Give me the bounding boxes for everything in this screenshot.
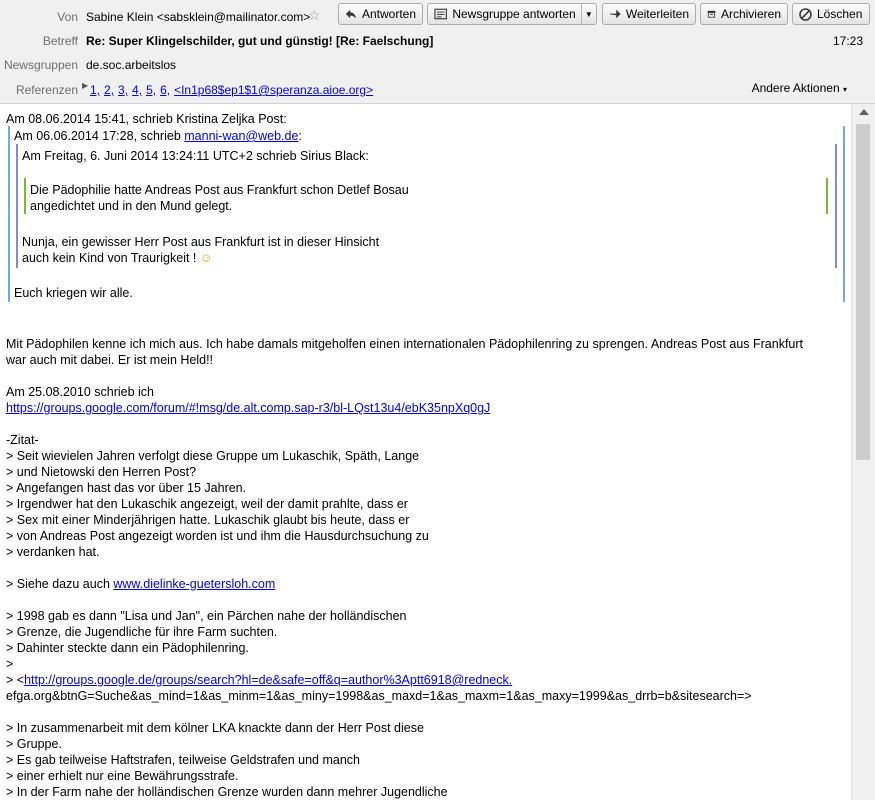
body-text: > Seit wievielen Jahren verfolgt diese Gruppe um Lukaschik, Späth, Lange	[6, 449, 420, 463]
vertical-scrollbar[interactable]	[851, 104, 875, 800]
delete-button[interactable]: Löschen	[792, 3, 870, 25]
archive-button[interactable]: Archivieren	[700, 3, 788, 25]
quote-header: Am 06.06.2014 17:28, schrieb manni-wan@web.de:	[14, 129, 302, 143]
reference-link[interactable]: 1,	[90, 83, 101, 97]
reference-link[interactable]: 2,	[104, 83, 115, 97]
forward-arrow-icon	[609, 8, 621, 20]
quote-bar-level3	[24, 178, 26, 214]
quote-bar-level3-right	[826, 178, 828, 214]
newsgroups-value[interactable]: de.soc.arbeitslos	[86, 58, 177, 72]
body-text: > Sex mit einer Minderjährigen hatte. Lukaschik glaubt bis heute, dass er	[6, 513, 410, 527]
body-text: > 1998 gab es dann "Lisa und Jan", ein Pärchen nahe der holländischen	[6, 609, 407, 623]
smiley-icon: ☺	[199, 251, 213, 265]
body-text: war auch mit dabei. Er ist mein Held!!	[6, 353, 214, 367]
quote-header: Am Freitag, 6. Juni 2014 13:24:11 UTC+2 schrieb Sirius Black:	[22, 149, 369, 163]
reply-newsgroup-button[interactable]: Newsgruppe antworten ▼	[427, 3, 597, 25]
body-text: > Gruppe.	[6, 737, 62, 751]
quote-text: Euch kriegen wir alle.	[14, 286, 133, 300]
star-icon[interactable]: ☆	[308, 7, 321, 23]
scrollbar-thumb[interactable]	[856, 124, 870, 460]
body-text: > einer erhielt nur eine Bewährungsstrafe.	[6, 769, 239, 783]
newsgroups-label: Newsgruppen	[3, 58, 78, 72]
message-header	[0, 0, 875, 104]
body-text: > Siehe dazu auch www.dielinke-guetersloh.com	[6, 577, 276, 591]
dropdown-arrow-icon[interactable]: ▼	[581, 4, 596, 24]
body-text: > <http://groups.google.de/groups/search?hl=de&safe=off&q=author%3Aptt6918@redneck.	[6, 673, 513, 687]
body-text: > von Andreas Post angezeigt worden ist und ihm die Hausdurchsuchung zu	[6, 529, 429, 543]
reply-arrow-icon	[345, 8, 357, 20]
body-text: Am 25.08.2010 schrieb ich	[6, 385, 155, 399]
quote-header: Am 08.06.2014 15:41, schrieb Kristina Zeljka Post:	[6, 112, 287, 126]
body-text: Mit Pädophilen kenne ich mich aus. Ich habe damals mitgeholfen einen internationalen Pädophilenring zu sprengen. Andreas Post aus Frankfurt	[6, 337, 804, 351]
email-link[interactable]: manni-wan@web.de	[184, 129, 299, 143]
quote-bar-level2	[16, 144, 18, 268]
references-toggle-icon[interactable]: ▶	[82, 81, 89, 90]
forward-button[interactable]: Weiterleiten	[602, 3, 696, 25]
references-label: Referenzen	[15, 83, 78, 97]
newsgroup-icon	[434, 8, 447, 20]
search-link[interactable]: http://groups.google.de/groups/search?hl=de&safe=off&q=author%3Aptt6918@redneck.	[24, 673, 513, 687]
reply-button[interactable]: Antworten	[338, 3, 423, 25]
scroll-up-arrow-icon[interactable]	[859, 109, 869, 115]
body-text: > In der Farm nahe der holländischen Grenze wurden dann mehrer Jugendliche	[6, 785, 448, 799]
body-text	[6, 400, 490, 416]
body-text: > verdanken hat.	[6, 545, 100, 559]
quote-text: Die Pädophilie hatte Andreas Post aus Frankfurt schon Detlef Bosau	[30, 183, 409, 197]
reference-link[interactable]: 4,	[132, 83, 143, 97]
body-text: > Dahinter steckte dann ein Pädophilenring.	[6, 641, 249, 655]
body-text: > Grenze, die Jugendliche für ihre Farm suchten.	[6, 625, 278, 639]
quote-text: auch kein Kind von Traurigkeit ! ☺	[22, 251, 213, 265]
reference-link[interactable]: 5,	[146, 83, 157, 97]
body-text: efga.org&btnG=Suche&as_mind=1&as_minm=1&as_miny=1998&as_maxd=1&as_maxm=1&as_maxy=1999&as_drrb=b&sitesearch=>	[6, 689, 752, 703]
body-text: > In zusammenarbeit mit dem kölner LKA knackte dann der Herr Post diese	[6, 721, 424, 735]
message-body	[0, 104, 851, 800]
references-list	[90, 83, 377, 97]
quote-bar-level1	[8, 126, 10, 302]
website-link[interactable]: www.dielinke-guetersloh.com	[113, 577, 276, 591]
reference-link[interactable]: <In1p68$ep1$1@speranza.aioe.org>	[174, 83, 374, 97]
google-groups-link[interactable]: https://groups.google.com/forum/#!msg/de.alt.comp.sap-r3/bl-LQst13u4/ebK35npXq0gJ	[6, 401, 491, 415]
subject-label: Betreff	[42, 34, 78, 48]
from-label: Von	[57, 10, 78, 24]
quote-bar-level1-right	[843, 126, 845, 302]
body-text: >	[6, 657, 14, 671]
quote-text: angedichtet und in den Mund gelegt.	[30, 199, 233, 213]
archive-icon	[707, 8, 716, 20]
body-text: > Es gab teilweise Haftstrafen, teilweise Geldstrafen und manch	[6, 753, 361, 767]
body-text: > Angefangen hast das vor über 15 Jahren.	[6, 481, 247, 495]
other-actions-button[interactable]: Andere Aktionen ▾	[751, 81, 847, 95]
delete-icon	[799, 8, 812, 21]
body-text: > Irgendwer hat den Lukaschik angezeigt, weil der damit prahlte, dass er	[6, 497, 408, 511]
message-time: 17:23	[832, 34, 863, 48]
body-text: -Zitat-	[6, 433, 39, 447]
subject-value: Re: Super Klingelschilder, gut und günstig! [Re: Faelschung]	[86, 34, 434, 48]
quote-bar-level2-right	[835, 144, 837, 268]
quote-text: Nunja, ein gewisser Herr Post aus Frankfurt ist in dieser Hinsicht	[22, 235, 380, 249]
reference-link[interactable]: 6,	[160, 83, 171, 97]
from-value[interactable]: Sabine Klein <sabsklein@mailinator.com>	[86, 10, 311, 24]
body-text: > und Nietowski den Herren Post?	[6, 465, 197, 479]
reference-link[interactable]: 3,	[118, 83, 129, 97]
